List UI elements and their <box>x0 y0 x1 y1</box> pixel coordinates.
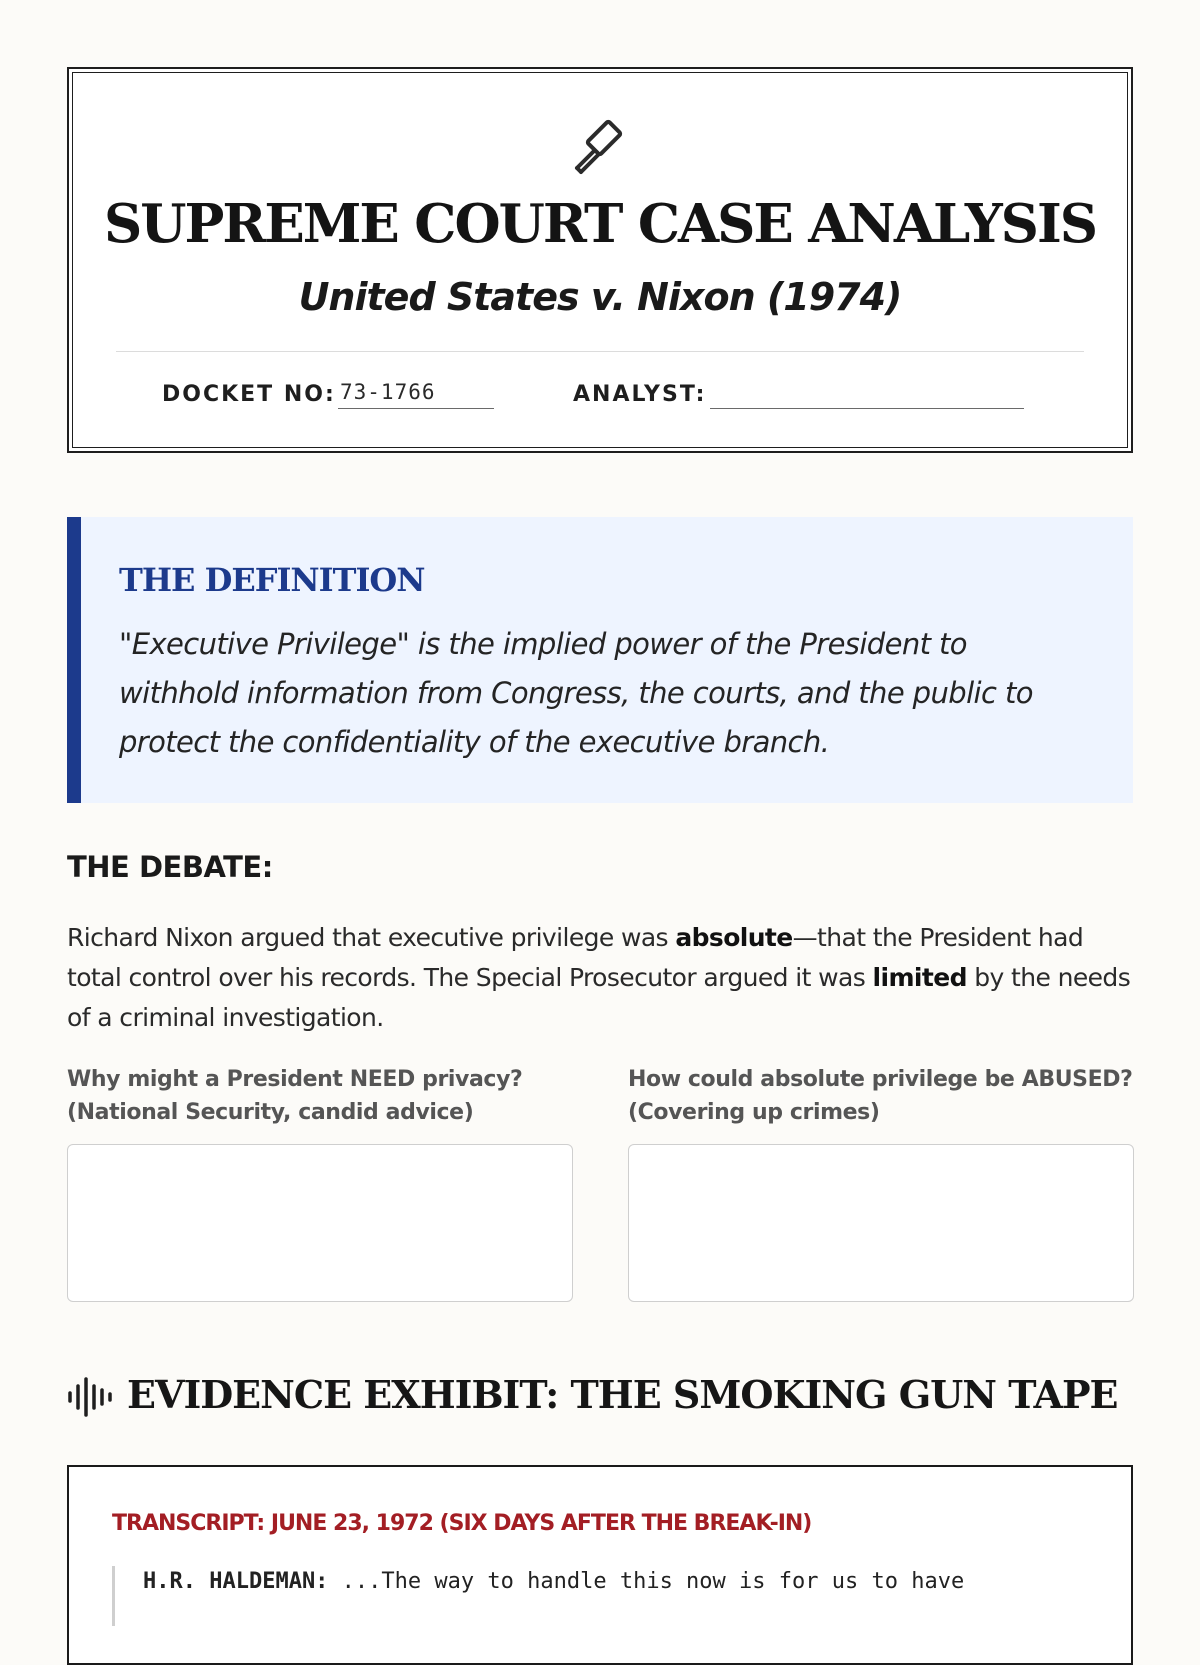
debate-bold-absolute: absolute <box>675 923 793 952</box>
question-abuse-line1: How could absolute privilege be ABUSED? <box>628 1067 1133 1092</box>
question-abuse <box>628 1063 1138 1129</box>
question-need-privacy <box>67 1063 577 1129</box>
definition-title: THE DEFINITION <box>119 561 425 599</box>
case-header-card <box>67 67 1133 453</box>
question-abuse-line2: (Covering up crimes) <box>628 1100 880 1125</box>
transcript-line: ...The way to handle this now is for us to have <box>328 1569 965 1594</box>
analyst-field[interactable] <box>710 379 1024 409</box>
docket-label: DOCKET NO: <box>162 382 336 407</box>
debate-paragraph <box>67 918 1137 1038</box>
debate-bold-limited: limited <box>872 963 967 992</box>
debate-heading: THE DEBATE: <box>67 850 273 884</box>
case-header-inner-border <box>72 72 1128 448</box>
debate-text-part: by the needs of a criminal investigation. <box>67 963 1131 1032</box>
answer-box-need-privacy[interactable] <box>67 1144 573 1302</box>
analyst-label: ANALYST: <box>573 382 707 407</box>
case-name: United States v. Nixon (1974) <box>298 275 902 319</box>
docket-field[interactable]: 73-1766 <box>338 379 494 409</box>
gavel-icon <box>567 115 633 181</box>
answer-box-abuse[interactable] <box>628 1144 1134 1302</box>
definition-box <box>67 517 1133 803</box>
debate-text-part: —that the President had total control over his records. The Special Prosecutor argued it was <box>67 923 1084 992</box>
evidence-heading: EVIDENCE EXHIBIT: THE SMOKING GUN TAPE <box>127 1372 1118 1417</box>
definition-text: "Executive Privilege" is the implied power of the President to withhold information from Congress, the courts, and the public to protect the confidentiality of the executive branch. <box>119 627 1033 759</box>
transcript-card <box>67 1465 1133 1665</box>
transcript-title: TRANSCRIPT: JUNE 23, 1972 (SIX DAYS AFTER THE BREAK-IN) <box>112 1511 812 1536</box>
debate-text-part: Richard Nixon argued that executive privilege was <box>67 923 676 952</box>
transcript-speaker: H.R. HALDEMAN: <box>143 1569 329 1594</box>
transcript-quote <box>112 1566 964 1626</box>
page-title: SUPREME COURT CASE ANALYSIS <box>103 193 1097 255</box>
question-need-privacy-line2: (National Security, candid advice) <box>67 1100 474 1125</box>
audio-waveform-icon <box>67 1377 113 1417</box>
header-divider <box>116 351 1084 352</box>
question-need-privacy-line1: Why might a President NEED privacy? <box>67 1067 523 1092</box>
